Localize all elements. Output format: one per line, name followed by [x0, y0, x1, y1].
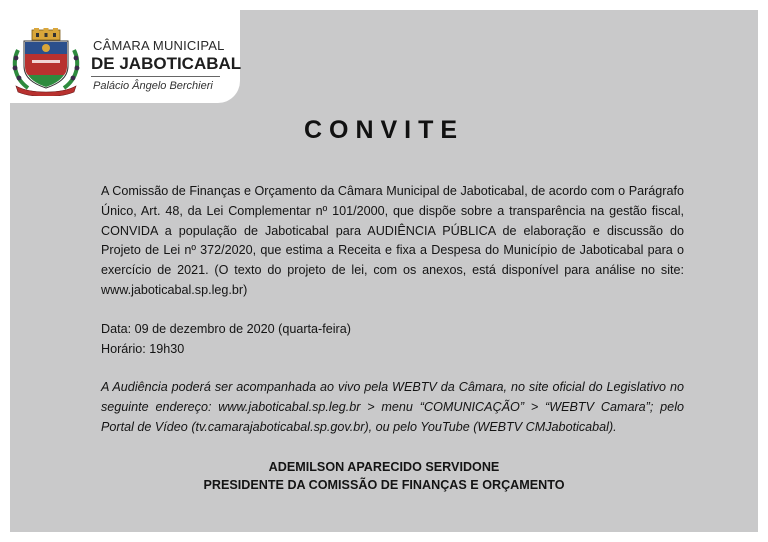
org-name-line2: DE JABOTICABAL [91, 54, 242, 73]
document-body [101, 182, 684, 438]
event-date: Data: 09 de dezembro de 2020 (quarta-feira) [101, 321, 351, 336]
signatory-name: ADEMILSON APARECIDO SERVIDONE [268, 460, 500, 474]
event-time: Horário: 19h30 [101, 341, 185, 356]
document-title: CONVITE [303, 116, 465, 144]
header-logo-panel [0, 0, 240, 103]
header-divider [91, 76, 220, 77]
broadcast-paragraph: A Audiência poderá ser acompanhada ao vivo pela WEBTV da Câmara, no site oficial do Legislativo no seguinte endereço: www.jaboticabal.sp.leg.br > menu “COMUNICAÇÃO” > “WEBTV Camara”; pelo Portal de Vídeo (tv.camarajaboticabal.sp.gov.br), ou pelo YouTube (WEBTV CMJaboticabal). [101, 380, 684, 434]
invitation-paragraph: A Comissão de Finanças e Orçamento da Câmara Municipal de Jaboticabal, de acordo com o Parágrafo Único, Art. 48, da Lei Complementar nº 101/2000, que dispõe sobre a transparência na gestão fiscal, CONVIDA a população de Jaboticabal para AUDIÊNCIA PÚBLICA de elaboração e discussão do Projeto de Lei nº 372/2020, que estima a Receita e fixa a Despesa do Município de Jaboticabal para o exercício de 2021. (O texto do projeto de lei, com os anexos, está disponível para análise no site: www.jaboticabal.sp.leg.br) [101, 184, 684, 297]
org-name-line1: CÂMARA MUNICIPAL [93, 38, 225, 53]
signatory-role: PRESIDENTE DA COMISSÃO DE FINANÇAS E ORÇAMENTO [203, 478, 565, 492]
palace-name: Palácio Ângelo Berchieri [93, 80, 213, 92]
coat-of-arms-icon [10, 28, 82, 96]
